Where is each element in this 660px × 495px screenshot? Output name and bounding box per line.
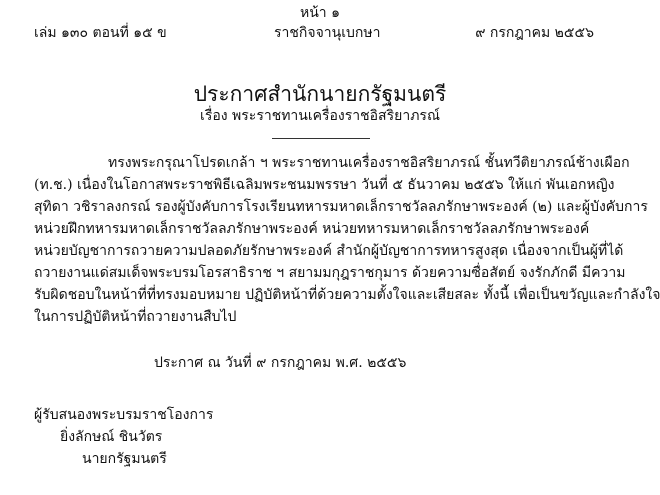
body-line: สุทิดา วชิราลงกรณ์ รองผู้บังคับการโรงเรียนทหารมหาดเล็กราชวัลลภรักษาพระองค์ (๒) และผู้บังคับการ — [34, 199, 648, 215]
body-line: รับผิดชอบในหน้าที่ที่ทรงมอบหมาย ปฏิบัติหน้าที่ด้วยความตั้งใจและเสียสละ ทั้งนี้ เพื่อเป็นขวัญและกำลังใจ — [34, 287, 660, 303]
announcement-date-line: ประกาศ ณ วันที่ ๙ กรกฎาคม พ.ศ. ๒๕๕๖ — [154, 355, 407, 371]
announcement-body — [34, 152, 660, 328]
body-line: หน่วยบัญชาการถวายความปลอดภัยรักษาพระองค์ สำนักผู้บัญชาการทหารสูงสุด เนื่องจากเป็นผู้ที่ได้ — [34, 243, 624, 259]
publication-name: ราชกิจจานุเบกษา — [274, 25, 381, 41]
body-line: หน่วยฝึกทหารมหาดเล็กราชวัลลภรักษาพระองค์ หน่วยทหารมหาดเล็กราชวัลลภรักษาพระองค์ — [34, 221, 590, 237]
announcement-title: ประกาศสำนักนายกรัฐมนตรี — [193, 82, 447, 106]
body-line: ในการปฏิบัติหน้าที่ถวายงานสืบไป — [34, 309, 237, 325]
signatory-position: นายกรัฐมนตรี — [82, 451, 167, 467]
countersign-role: ผู้รับสนองพระบรมราชโองการ — [34, 407, 214, 423]
body-line: (ท.ช.) เนื่องในโอกาสพระราชพิธีเฉลิมพระชนมพรรษา วันที่ ๕ ธันวาคม ๒๕๕๖ ให้แก่ พันเอกหญิง — [34, 177, 615, 193]
volume-issue: เล่ม ๑๓๐ ตอนที่ ๑๕ ข — [34, 25, 167, 41]
page-number: หน้า ๑ — [300, 5, 340, 21]
publication-date: ๙ กรกฎาคม ๒๕๕๖ — [475, 25, 594, 41]
body-line: ทรงพระกรุณาโปรดเกล้า ฯ พระราชทานเครื่องราชอิสริยาภรณ์ ชั้นทวีติยาภรณ์ช้างเผือก — [108, 155, 630, 171]
title-divider — [272, 138, 370, 139]
signatory-name: ยิ่งลักษณ์ ชินวัตร — [60, 429, 163, 445]
signature-block — [34, 404, 213, 470]
announcement-subject: เรื่อง พระราชทานเครื่องราชอิสริยาภรณ์ — [200, 108, 440, 124]
body-line: ถวายงานแด่สมเด็จพระบรมโอรสาธิราช ฯ สยามมกุฎราชกุมาร ด้วยความซื่อสัตย์ จงรักภักดี มีความ — [34, 265, 626, 281]
